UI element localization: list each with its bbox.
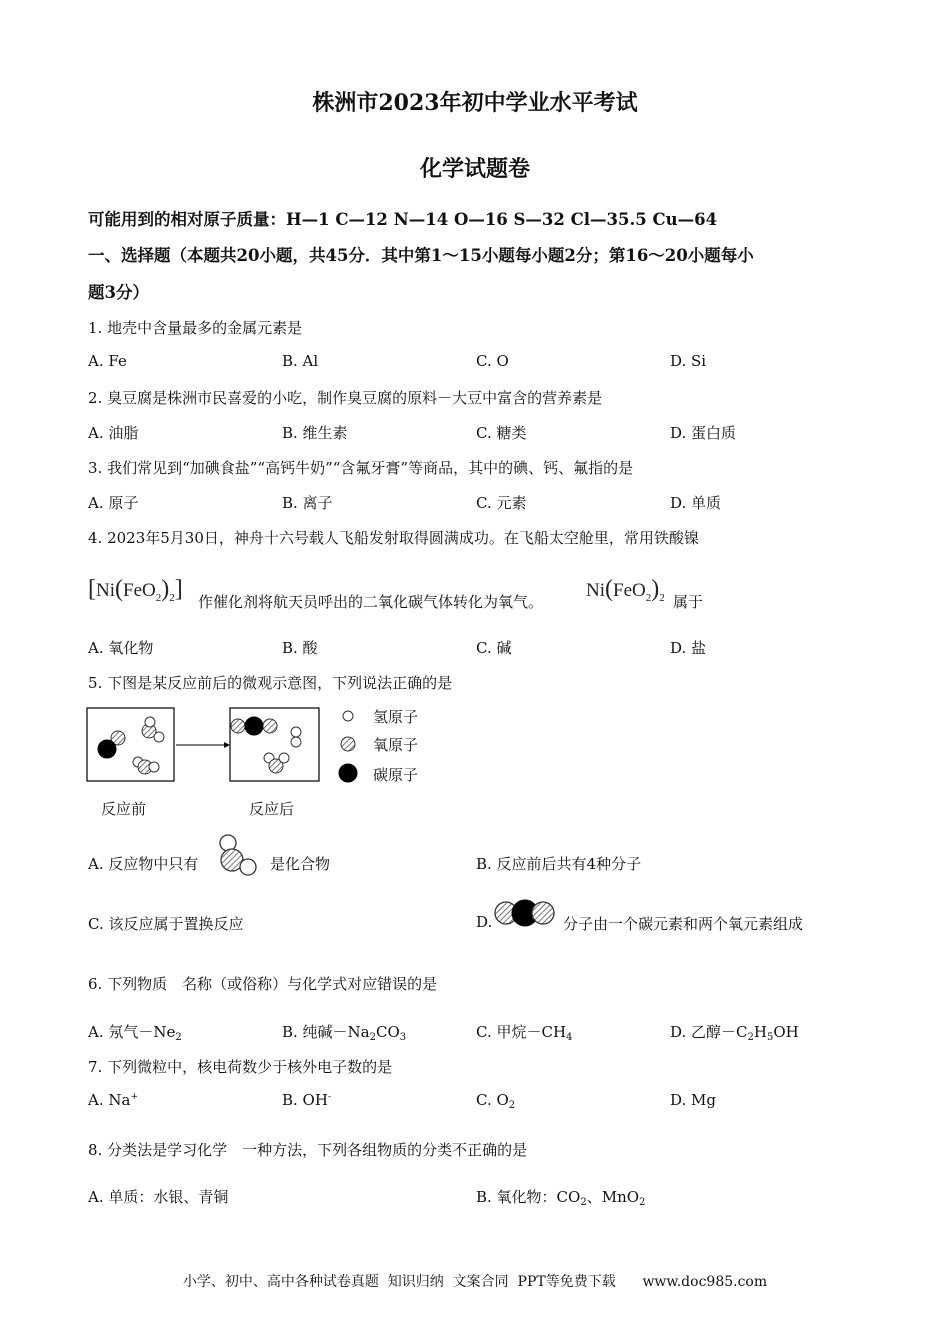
q5-option-d-pre: D. [476, 913, 493, 931]
paren-open: ( [115, 576, 123, 602]
before-water-molecule-2 [133, 757, 159, 774]
after-water-molecule [264, 753, 289, 773]
q6-option-b: B. 纯碱$-Na_2CO_3$ [282, 1023, 407, 1043]
before-water-molecule-1 [142, 717, 164, 742]
q3-stem: 3. 我们常见到“加碘食盐”“高钙牛奶”“含氟牙膏”等商品，其中的碘、钙、氟指的是 [88, 459, 634, 477]
q8-stem: 8. 分类法是学习化学 一种方法，下列各组物质的分类不正确的是 [88, 1141, 528, 1159]
q4-formula-bracketed: $[Ni(FeO_2)_2]$ [88, 576, 183, 604]
legend-oxygen-symbol [341, 737, 355, 751]
q2-option-a: A. 油脂 [88, 424, 139, 442]
q3-option-c: C. 元素 [476, 494, 527, 512]
q7-option-c: C. $O_2$ [476, 1091, 516, 1111]
legend-carbon-label: 碳原子 [373, 766, 419, 784]
q1-option-a: A. Fe [88, 352, 127, 370]
q6-option-d: D. 乙醇$-C_2H_5OH$ [670, 1023, 799, 1043]
bracket-open: [ [88, 576, 96, 602]
formula-feo: FeO [123, 580, 156, 601]
before-label: 反应前 [101, 800, 147, 818]
q6-option-c: C. 甲烷$-CH_4$ [476, 1023, 573, 1043]
q5-option-a-post: 是化合物 [270, 855, 331, 873]
q8-option-b: B. 氧化物：$CO_2$、MnO$_2$ [476, 1188, 646, 1208]
co2-molecule-icon [494, 898, 556, 928]
q3-option-a: A. 原子 [88, 494, 139, 512]
q5-stem: 5. 下图是某反应前后的微观示意图，下列说法正确的是 [88, 674, 453, 692]
page-footer[interactable]: 小学、初中、高中各种试卷真题 知识归纳 文案合同 PPT等免费下载 www.doc985.com [182, 1274, 768, 1290]
bracket-close: ] [174, 576, 183, 602]
q4-option-a: A. 氧化物 [88, 639, 154, 657]
q4-stem-line1: 4. 2023年5月30日，神舟十六号载人飞船发射取得圆满成功。在飞船太空舱里，常用铁酸镍 [88, 529, 699, 547]
formula-ni: Ni [96, 580, 115, 601]
after-co2-molecule [231, 717, 277, 735]
q4-option-c: C. 碱 [476, 639, 512, 657]
q1-option-c: C. O [476, 352, 509, 370]
q4-formula-plain: $Ni(FeO_2)_2$ [586, 576, 665, 604]
after-h2-molecule [291, 727, 301, 747]
q8-option-a: A. 单质：水银、青铜 [88, 1188, 229, 1206]
q4-option-b: B. 酸 [282, 639, 318, 657]
exam-subtitle: 化学试题卷 [419, 156, 530, 182]
q1-stem: 1. 地壳中含量最多的金属元素是 [88, 319, 303, 337]
after-label: 反应后 [249, 800, 295, 818]
section-heading-line1: 一、选择题（本题共20小题，共45分．其中第1～15小题每小题2分；第16～20小题每小 [88, 246, 754, 265]
q4-option-d: D. 盐 [670, 639, 707, 657]
q6-option-a: A. 氖气$-Ne_2$ [88, 1023, 182, 1043]
q7-stem: 7. 下列微粒中，核电荷数少于核外电子数的是 [88, 1058, 393, 1076]
q3-option-b: B. 离子 [282, 494, 333, 512]
q3-option-d: D. 单质 [670, 494, 722, 512]
q4-stem-mid: 作催化剂将航天员呼出的二氧化碳气体转化为氧气。 [198, 593, 544, 611]
q6-stem: 6. 下列物质 名称（或俗称）与化学式对应错误的是 [88, 975, 438, 993]
arrow-head [224, 742, 230, 748]
legend-hydrogen-symbol [343, 711, 353, 721]
legend-oxygen-label: 氧原子 [373, 736, 419, 754]
section-heading-line2: 题3分） [88, 283, 149, 302]
q2-stem: 2. 臭豆腐是株洲市民喜爱的小吃，制作臭豆腐的原料－大豆中富含的营养素是 [88, 389, 603, 407]
q7-option-b: B. OH- [282, 1091, 331, 1109]
q5-option-c: C. 该反应属于置换反应 [88, 915, 244, 933]
legend-carbon-symbol [339, 764, 357, 782]
water-molecule-icon [212, 833, 262, 879]
paren-close: ) [161, 576, 170, 602]
q5-option-b: B. 反应前后共有4种分子 [476, 855, 642, 873]
before-co-molecule [98, 731, 125, 758]
legend-hydrogen-label: 氢原子 [373, 708, 419, 726]
q1-option-d: D. Si [670, 352, 707, 370]
q5-option-d-post: 分子由一个碳元素和两个氧元素组成 [563, 915, 804, 933]
q4-stem-end: 属于 [673, 593, 704, 611]
q2-option-d: D. 蛋白质 [670, 424, 737, 442]
q2-option-c: C. 糖类 [476, 424, 527, 442]
q1-option-b: B. Al [282, 352, 319, 370]
q2-option-b: B. 维生素 [282, 424, 348, 442]
q7-option-a: A. Na+ [88, 1091, 138, 1109]
q5-option-a-pre: A. 反应物中只有 [88, 855, 199, 873]
q7-option-d: D. Mg [670, 1091, 716, 1109]
exam-title: 株洲市2023年初中学业水平考试 [312, 90, 638, 116]
atomic-masses: 可能用到的相对原子质量：H—1 C—12 N—14 O—16 S—32 Cl—35.5 Cu—64 [88, 210, 718, 229]
